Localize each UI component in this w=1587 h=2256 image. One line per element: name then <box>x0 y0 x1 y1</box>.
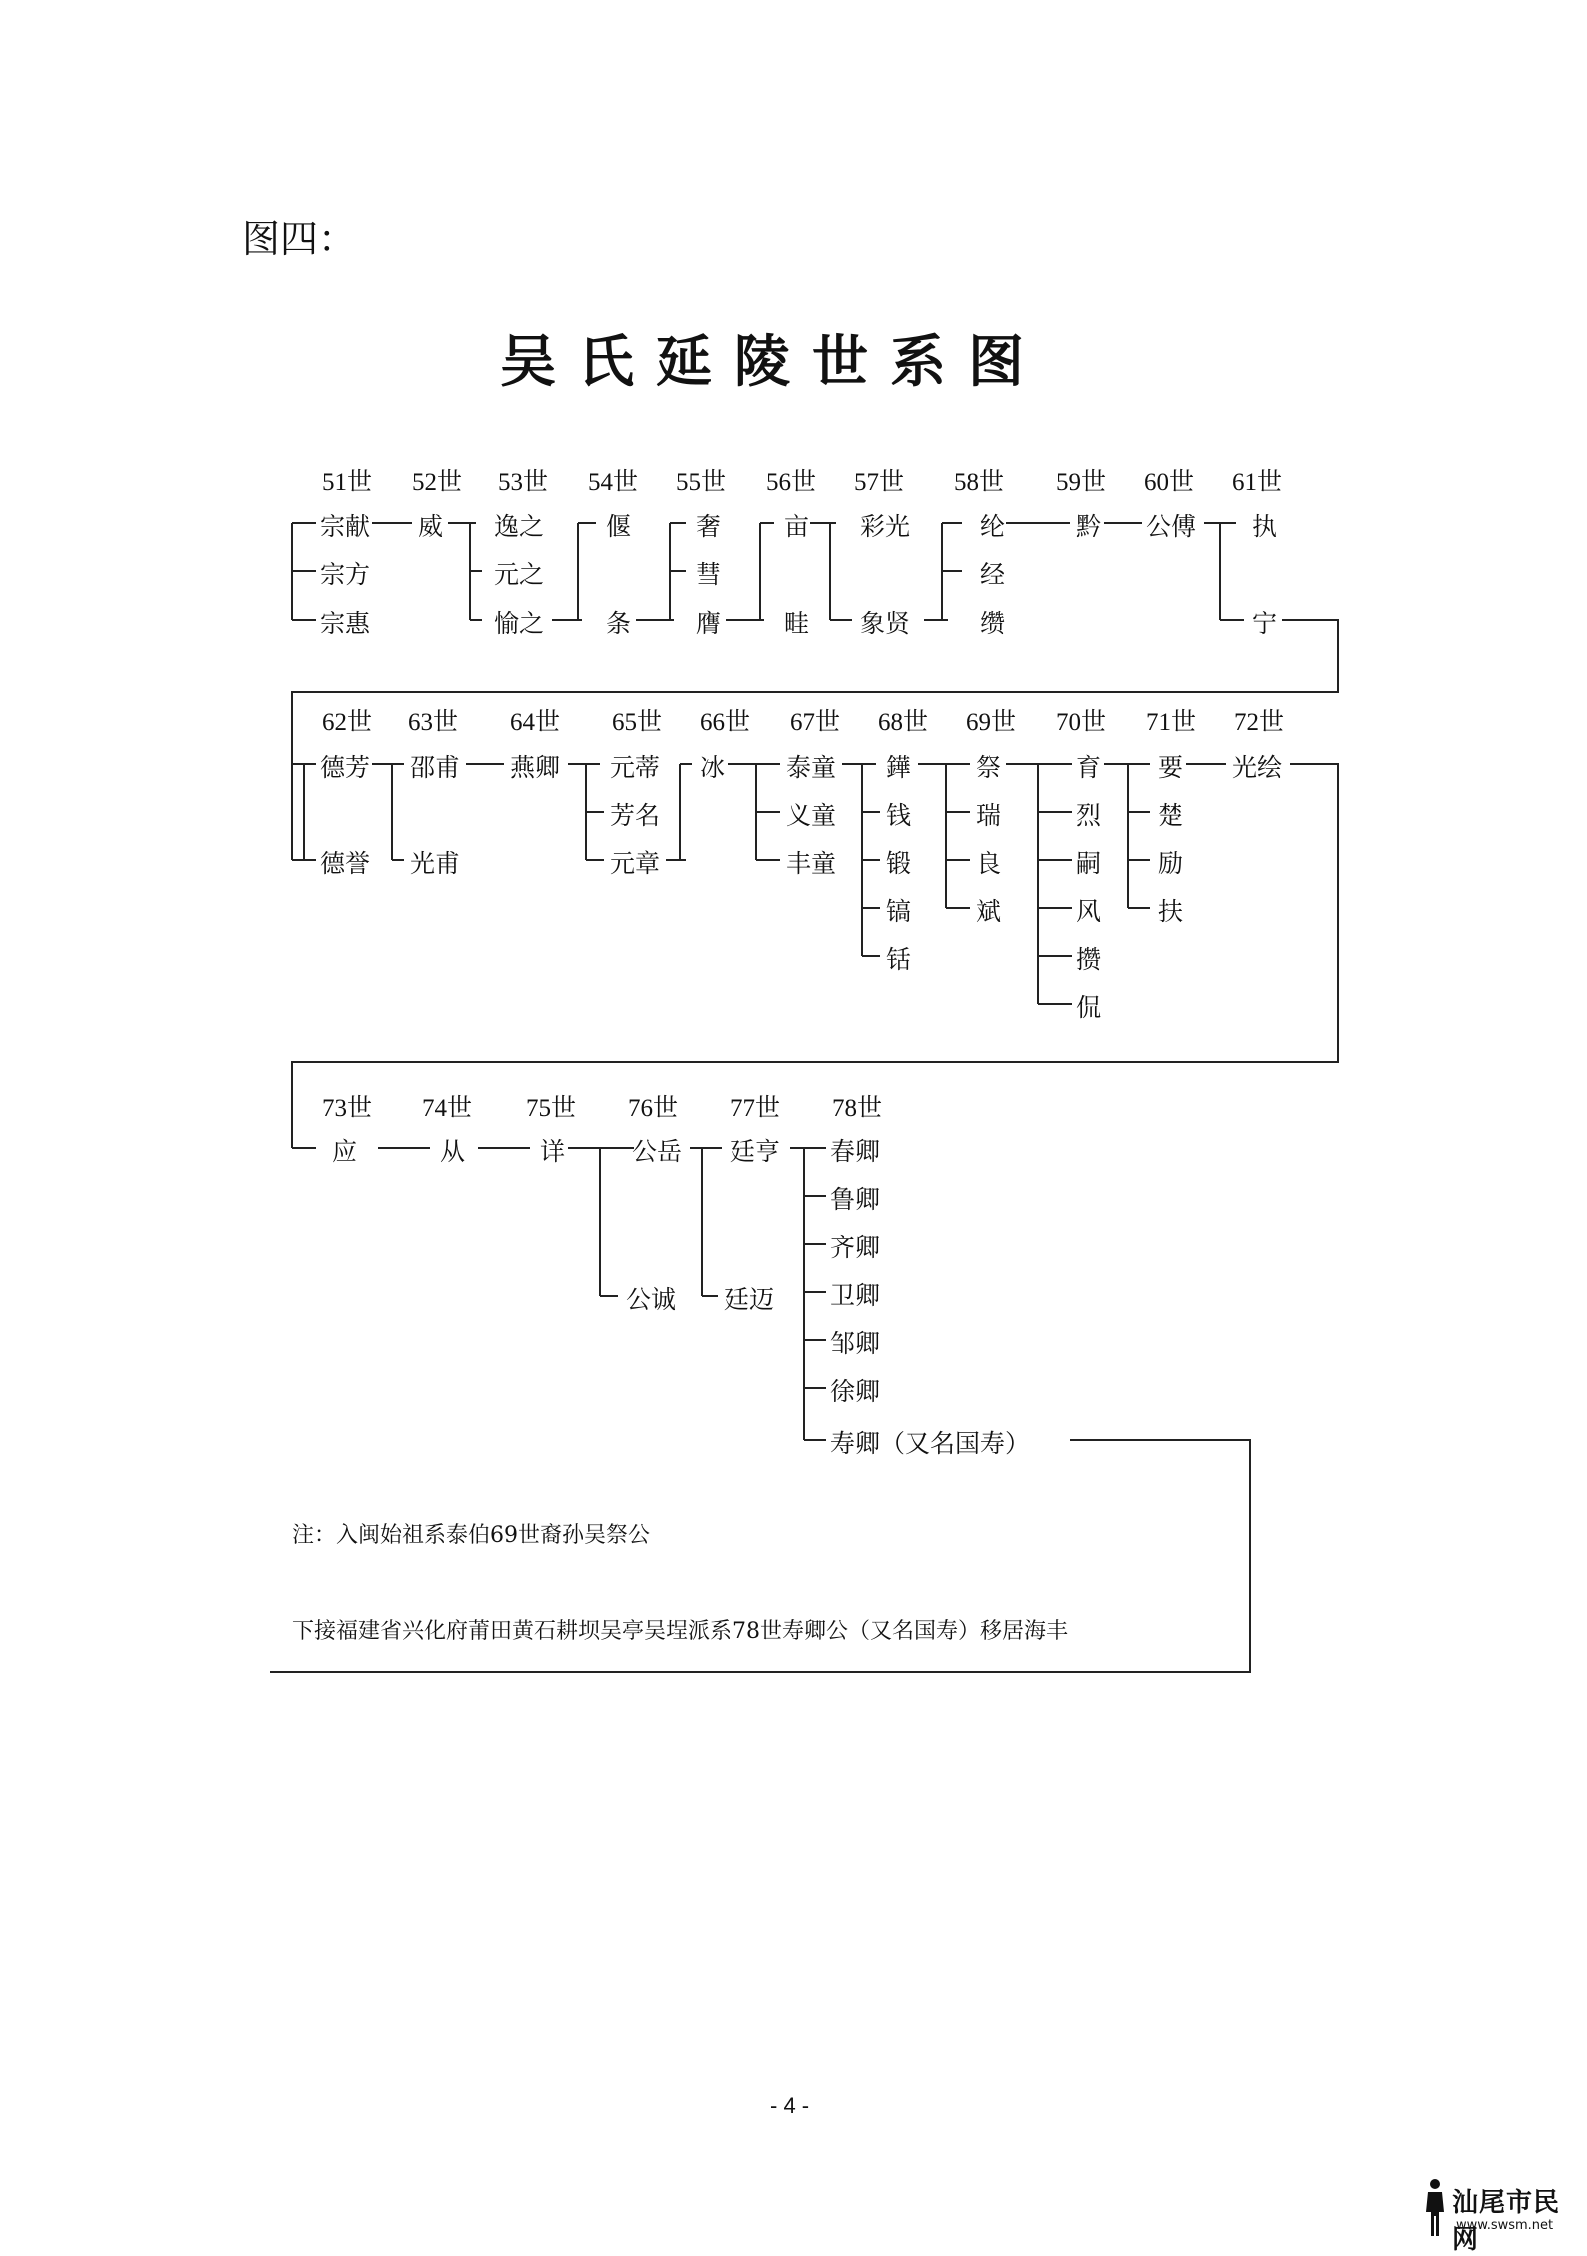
person-name: 从 <box>440 1137 466 1166</box>
person-name: 要 <box>1158 753 1184 782</box>
person-name: 祭 <box>976 753 1002 782</box>
person-name: 鏵 <box>886 753 912 782</box>
person-name: 奢 <box>696 512 722 541</box>
person-name: 齐卿 <box>830 1233 881 1262</box>
person-name: 亩 <box>784 512 810 541</box>
person-name: 经 <box>980 560 1006 589</box>
gen-label-64: 64世 <box>510 709 561 736</box>
person-name: 宁 <box>1252 609 1278 638</box>
person-name: 光甫 <box>410 849 461 878</box>
person-name: 燕卿 <box>510 753 561 782</box>
person-name: 良 <box>976 849 1002 878</box>
note-line: 注：入闽始祖系泰伯69世裔孙吴祭公 <box>292 1523 650 1548</box>
person-name: 公傅 <box>1146 512 1197 541</box>
gen-label-65: 65世 <box>612 709 663 736</box>
person-name: 元章 <box>610 849 661 878</box>
gen-label-70: 70世 <box>1056 709 1107 736</box>
person-name: 缵 <box>980 609 1006 638</box>
person-name: 廷亨 <box>730 1137 781 1166</box>
person-name: 义童 <box>786 801 837 830</box>
person-name: 扶 <box>1158 897 1184 926</box>
person-name: 威 <box>418 512 444 541</box>
person-name: 铦 <box>886 945 912 974</box>
gen-label-53: 53世 <box>498 469 549 496</box>
person-name: 条 <box>606 609 632 638</box>
person-name: 励 <box>1158 849 1184 878</box>
gen-label-60: 60世 <box>1144 469 1195 496</box>
person-name: 宗惠 <box>320 609 371 638</box>
person-name: 烈 <box>1076 801 1102 830</box>
person-name: 邹卿 <box>830 1329 881 1358</box>
person-silhouette-icon <box>1424 2178 1446 2236</box>
person-name: 元蒂 <box>610 753 661 782</box>
gen-label-59: 59世 <box>1056 469 1107 496</box>
person-name: 廷迈 <box>724 1285 775 1314</box>
person-name: 春卿 <box>830 1137 881 1166</box>
person-name: 瑞 <box>976 801 1002 830</box>
watermark-name: 汕尾市民网 <box>1452 2188 1561 2255</box>
person-name: 元之 <box>494 560 545 589</box>
gen-label-73: 73世 <box>322 1095 373 1122</box>
person-name: 黔 <box>1076 512 1102 541</box>
person-name: 徐卿 <box>830 1377 881 1406</box>
person-name: 寿卿（又名国寿） <box>830 1429 1031 1458</box>
person-name: 锻 <box>886 849 912 878</box>
note-line: 下接福建省兴化府莆田黄石耕坝吴亭吴埕派系78世寿卿公（又名国寿）移居海丰 <box>292 1619 1068 1644</box>
gen-label-51: 51世 <box>322 469 373 496</box>
person-name: 详 <box>540 1137 566 1166</box>
gen-label-66: 66世 <box>700 709 751 736</box>
person-name: 镐 <box>886 897 912 926</box>
gen-label-62: 62世 <box>322 709 373 736</box>
person-name: 斌 <box>976 897 1002 926</box>
person-name: 邵甫 <box>410 753 461 782</box>
person-name: 泰童 <box>786 753 837 782</box>
page-number: - 4 - <box>770 2093 810 2118</box>
person-name: 育 <box>1076 753 1102 782</box>
gen-label-57: 57世 <box>854 469 905 496</box>
person-name: 宗方 <box>320 560 371 589</box>
person-name: 鲁卿 <box>830 1185 881 1214</box>
person-name: 彗 <box>696 560 722 589</box>
person-name: 冰 <box>700 753 726 782</box>
gen-label-56: 56世 <box>766 469 817 496</box>
gen-label-74: 74世 <box>422 1095 473 1122</box>
person-name: 钱 <box>886 801 912 830</box>
gen-label-75: 75世 <box>526 1095 577 1122</box>
gen-label-78: 78世 <box>832 1095 883 1122</box>
person-name: 纶 <box>980 512 1006 541</box>
gen-label-63: 63世 <box>408 709 459 736</box>
gen-label-76: 76世 <box>628 1095 679 1122</box>
person-name: 德誉 <box>320 849 371 878</box>
person-name: 嗣 <box>1076 849 1102 878</box>
person-name: 宗献 <box>320 512 371 541</box>
person-name: 芳名 <box>610 801 661 830</box>
person-name: 公岳 <box>632 1137 683 1166</box>
person-name: 光绘 <box>1232 753 1283 782</box>
chart-title: 吴氏延陵世系图 <box>500 329 1046 395</box>
person-name: 风 <box>1076 897 1102 926</box>
person-name: 楚 <box>1158 801 1184 830</box>
gen-label-58: 58世 <box>954 469 1005 496</box>
gen-label-68: 68世 <box>878 709 929 736</box>
gen-label-55: 55世 <box>676 469 727 496</box>
gen-label-52: 52世 <box>412 469 463 496</box>
person-name: 彩光 <box>860 512 911 541</box>
gen-label-69: 69世 <box>966 709 1017 736</box>
person-name: 卫卿 <box>830 1281 881 1310</box>
person-name: 偃 <box>606 512 632 541</box>
figure-label: 图四： <box>242 217 357 261</box>
person-name: 畦 <box>784 609 810 638</box>
person-name: 象贤 <box>860 609 911 638</box>
gen-label-71: 71世 <box>1146 709 1197 736</box>
person-name: 执 <box>1252 512 1278 541</box>
site-watermark-logo <box>1420 2178 1580 2255</box>
person-name: 攒 <box>1076 945 1102 974</box>
gen-label-77: 77世 <box>730 1095 781 1122</box>
person-name: 侃 <box>1076 993 1102 1022</box>
person-name: 丰童 <box>786 849 837 878</box>
gen-label-67: 67世 <box>790 709 841 736</box>
gen-label-61: 61世 <box>1232 469 1283 496</box>
person-name: 膺 <box>696 609 722 638</box>
person-name: 应 <box>332 1137 358 1166</box>
person-name: 愉之 <box>494 609 545 638</box>
gen-label-54: 54世 <box>588 469 639 496</box>
person-name: 逸之 <box>494 512 545 541</box>
person-name: 德芳 <box>320 753 371 782</box>
person-name: 公诚 <box>626 1285 677 1314</box>
watermark-url: www.swsm.net <box>1456 2218 1554 2233</box>
gen-label-72: 72世 <box>1234 709 1285 736</box>
